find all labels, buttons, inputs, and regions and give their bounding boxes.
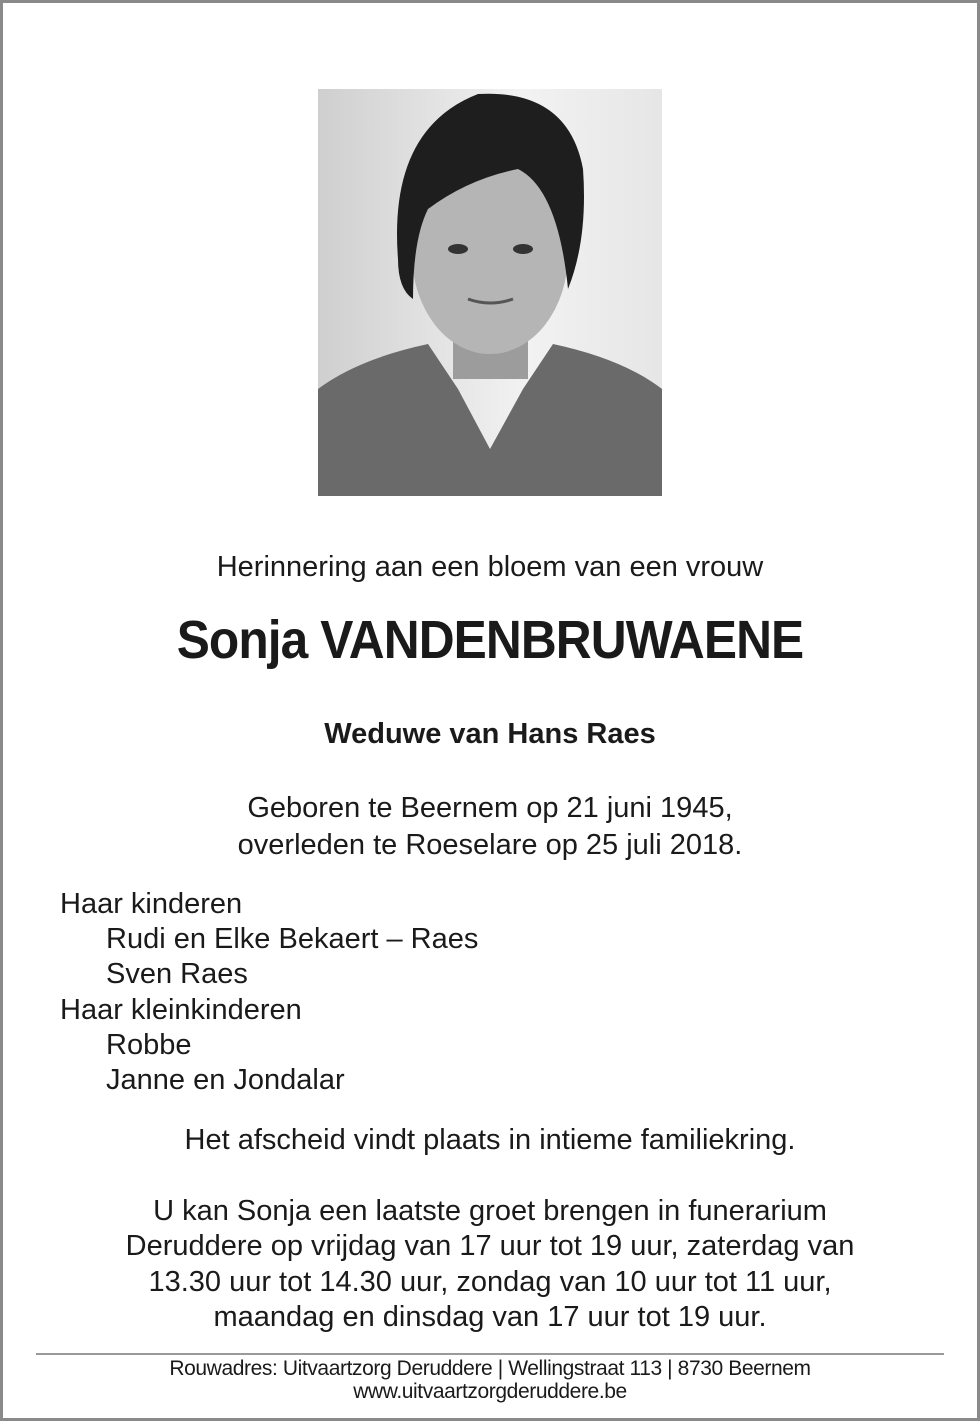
intro-text: Herinnering aan een bloem van een vrouw: [216, 551, 764, 583]
footer-address: Rouwadres: Uitvaartzorg Deruddere | Wellingstraat 113 | 8730 Beernem: [169, 1357, 811, 1380]
visit-line: maandag en dinsdag van 17 uur tot 19 uur.: [213, 1301, 767, 1333]
family-member: Sven Raes: [106, 958, 248, 990]
visit-line: Deruddere op vrijdag van 17 uur tot 19 uur, zaterdag van: [125, 1230, 855, 1262]
family-member: Janne en Jondalar: [106, 1064, 345, 1096]
family-heading: Haar kleinkinderen: [60, 994, 302, 1026]
footer-divider: [36, 1353, 944, 1355]
visit-line: U kan Sonja een laatste groet brengen in funerarium: [153, 1195, 827, 1227]
portrait-photo: [318, 89, 662, 496]
farewell-text: Het afscheid vindt plaats in intieme familiekring.: [184, 1124, 796, 1156]
birth-line: Geboren te Beernem op 21 juni 1945,: [247, 792, 733, 824]
footer-website[interactable]: www.uitvaartzorgderuddere.be: [353, 1380, 627, 1403]
visit-line: 13.30 uur tot 14.30 uur, zondag van 10 uur tot 11 uur,: [148, 1266, 832, 1298]
family-member: Robbe: [106, 1029, 192, 1061]
death-line: overleden te Roeselare op 25 juli 2018.: [237, 829, 743, 861]
family-heading: Haar kinderen: [60, 888, 243, 920]
family-member: Rudi en Elke Bekaert – Raes: [106, 923, 479, 955]
subtitle: Weduwe van Hans Raes: [324, 718, 656, 750]
deceased-name: Sonja VANDENBRUWAENE: [176, 610, 804, 670]
